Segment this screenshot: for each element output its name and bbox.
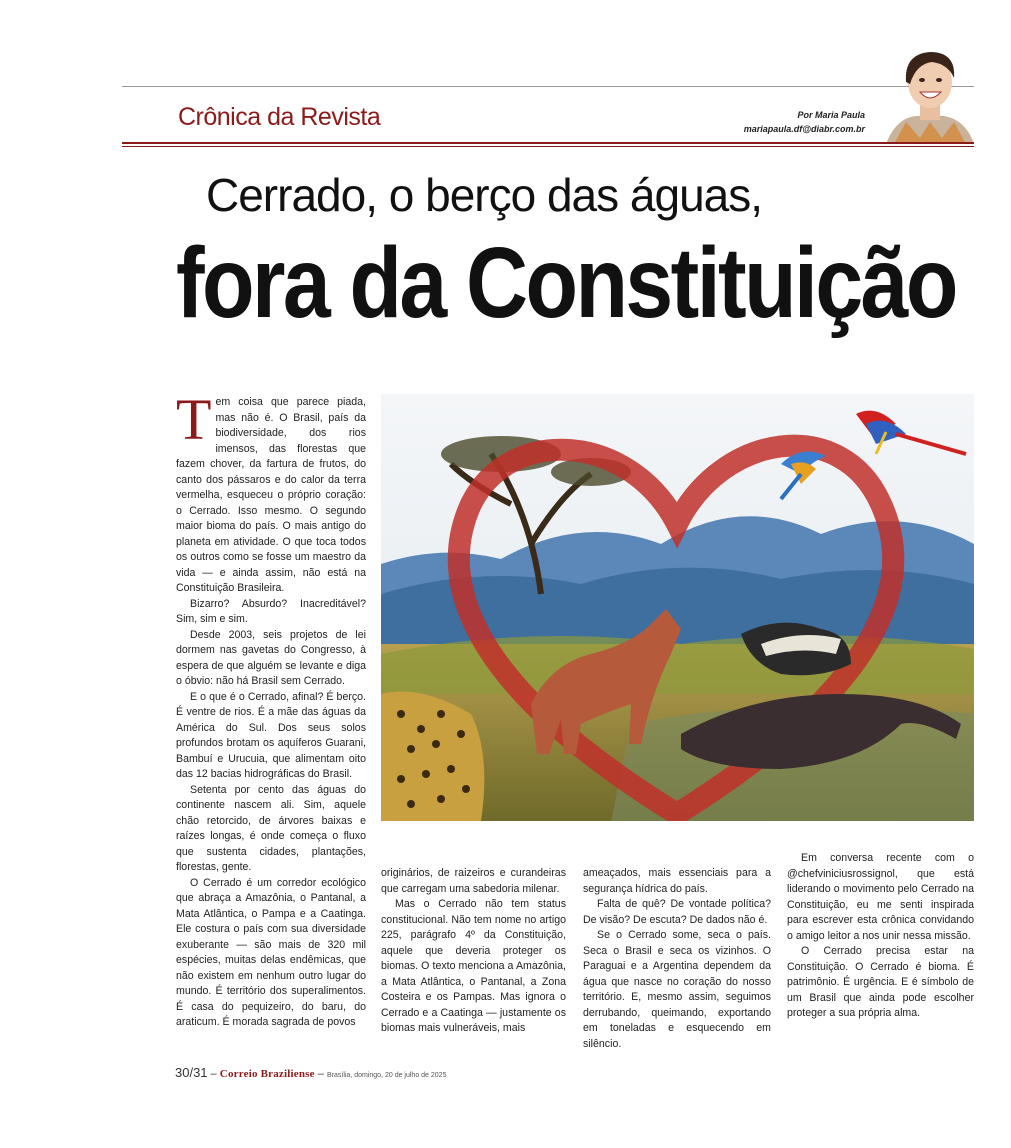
section-rule bbox=[122, 142, 974, 144]
byline bbox=[744, 108, 865, 136]
paragraph: em coisa que parece piada, mas não é. O Brasil, país da biodiversidade, dos rios imensos, das florestas que fazem chover, da fartura de frutos, do canto dos pássaros e do calor da terra vermelha, esqueceu o próprio coração: o Cerrado. Isso mesmo. O segundo maior bioma do país. O mais antigo do planeta em atividade. O que toca todos os outros como se fosse um maestro da vida — e ainda assim, não está na Constituição Brasileira. bbox=[176, 396, 366, 594]
page-footer bbox=[175, 1065, 446, 1080]
headline-kicker: Cerrado, o berço das águas, bbox=[206, 169, 763, 221]
paragraph: Falta de quê? De vontade política? De visão? De escuta? De dados não é. bbox=[583, 898, 771, 926]
author-avatar bbox=[886, 48, 974, 144]
paragraph: Desde 2003, seis projetos de lei dormem nas gavetas do Congresso, à espera de que alguém se levante e diga o óbvio: não há Brasil sem Cerrado. bbox=[176, 628, 366, 687]
issue-date: Brasília, domingo, 20 de julho de 2025 bbox=[326, 1072, 447, 1079]
paragraph: Bizarro? Absurdo? Inacreditável? Sim, sim e sim. bbox=[176, 597, 366, 625]
footer-separator: – bbox=[317, 1068, 324, 1080]
paragraph: Setenta por cento das águas do continente nascem ali. Sim, aquele chão retorcido, de árvores baixas e raízes longas, é onde começa o fluxo que sustenta cidades, plantações, florestas, gente. bbox=[176, 783, 366, 873]
paragraph: Em conversa recente com o @chefviniciusrossignol, que está liderando o movimento pelo Cerrado na Constituição, eu me senti inspirada para escrever esta crônica convidando o amigo leitor a nos unir nessa missão. bbox=[787, 852, 974, 942]
article-column-3 bbox=[583, 866, 771, 1052]
paragraph: O Cerrado é um corredor ecológico que abraça a Amazônia, o Pantanal, a Mata Atlântica, o Pampa e a Caatinga. Ele costura o país com sua diversidade exuberante — são mais de 320 mil espécies, muitas delas endêmicas, que não existem em nenhum outro lugar do mundo. É território dos superalimentos. É casa do pequizeiro, do baru, do araticum. É morada sagrada de povos bbox=[176, 876, 366, 1028]
headline-main: fora da Constituição bbox=[176, 227, 956, 339]
author-email[interactable]: mariapaula.df@diabr.com.br bbox=[743, 124, 865, 134]
section-title bbox=[178, 103, 380, 132]
newspaper-name: Correio Braziliense bbox=[219, 1068, 315, 1080]
paragraph: Se o Cerrado some, seca o país. Seca o Brasil e seca os vizinhos. O Paraguai e a Argentina dependem da água que nasce no coração do nosso território. E, mesmo assim, seguimos derrubando, queimando, exportando em toneladas e esquecendo em silêncio. bbox=[583, 929, 771, 1050]
paragraph: E o que é o Cerrado, afinal? É berço. É ventre de rios. É a mãe das águas da América do Sul. Dos seus solos profundos brotam os aquíferos Guarani, Bambuí e Urucuia, que alimentam oito das 12 bacias hidrográficas do Brasil. bbox=[176, 690, 366, 780]
article-column-4 bbox=[787, 851, 974, 1022]
page-numbers: 30/31 bbox=[175, 1065, 208, 1080]
cerrado-illustration bbox=[381, 394, 974, 821]
paragraph: O Cerrado precisa estar na Constituição. O Cerrado é bioma. É patrimônio. É urgência. E é símbolo de um Brasil que ainda pode escolher proteger a sua própria alma. bbox=[787, 945, 974, 1019]
paragraph: ameaçados, mais essenciais para a segurança hídrica do país. bbox=[583, 867, 771, 895]
footer-separator: – bbox=[210, 1068, 217, 1080]
section-title-bold: Crônica bbox=[178, 103, 261, 131]
author-name: Por Maria Paula bbox=[797, 110, 865, 120]
article-column-1 bbox=[176, 387, 366, 1031]
section-title-light: da Revista bbox=[260, 103, 381, 131]
paragraph: originários, de raizeiros e curandeiras que carregam uma sabedoria milenar. bbox=[381, 867, 566, 895]
section-rule-thin bbox=[122, 146, 974, 147]
article-column-2 bbox=[381, 866, 566, 1037]
top-rule bbox=[122, 86, 974, 87]
drop-cap: T bbox=[176, 387, 212, 452]
paragraph: Mas o Cerrado não tem status constitucional. Não tem nome no artigo 225, parágrafo 4º da Constituição, aquele que deveria proteger os biomas. O texto menciona a Amazônia, a Mata Atlântica, o Pantanal, a Zona Costeira e os Pampas. Mas ignora o Cerrado e a Caatinga — justamente os biomas mais vulneráveis, mais bbox=[381, 898, 566, 1034]
